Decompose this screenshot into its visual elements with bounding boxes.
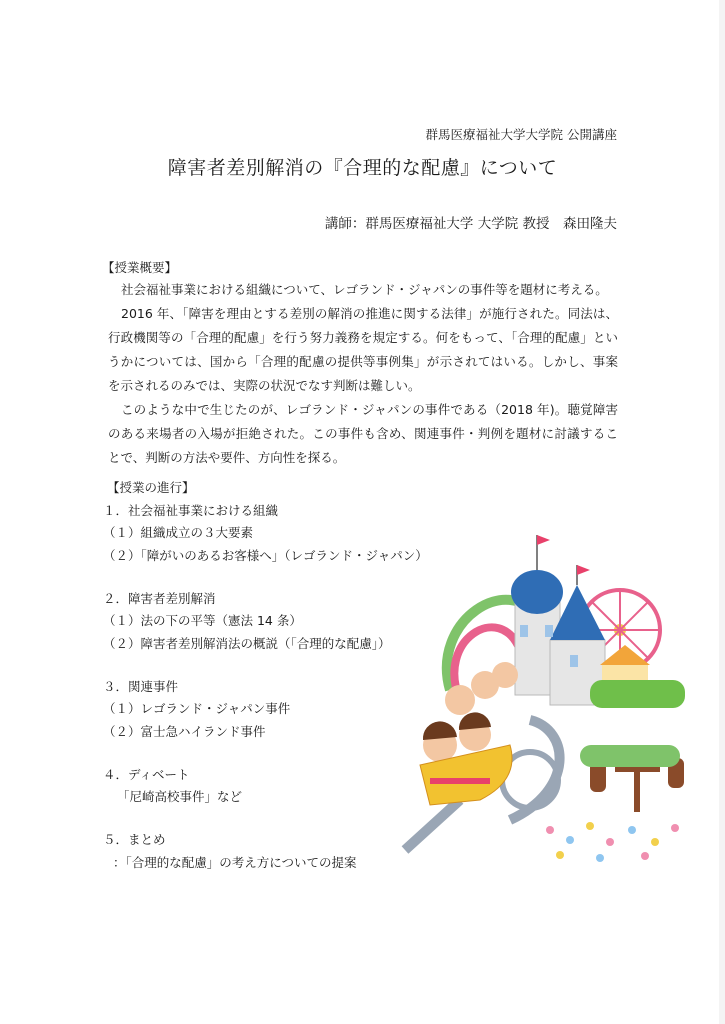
section-item: （１）組織成立の３大要素	[103, 525, 254, 540]
page-title: 障害者差別解消の『合理的な配慮』について	[167, 157, 558, 179]
organization-line: 群馬医療福祉大学大学院 公開講座	[425, 127, 617, 142]
overview-heading: 【授業概要】	[102, 260, 178, 275]
section-item: （２）「障がいのあるお客様へ」（レゴランド・ジャパン）	[103, 547, 428, 563]
lecturer-line: 講師：群馬医療福祉大学 大学院 教授 森田隆夫	[324, 216, 617, 232]
progress-section	[103, 477, 443, 874]
section-item: （２）富士急ハイランド事件	[103, 723, 266, 739]
overview-section	[102, 258, 618, 470]
section-title: ３．関連事件	[103, 678, 179, 694]
progress-heading: 【授業の進行】	[107, 480, 195, 495]
section-title: ４．ディベート	[103, 766, 190, 782]
cafe-table	[580, 745, 684, 812]
section-title: ５．まとめ	[103, 832, 166, 847]
overview-paragraph: 2016 年、「障害を理由とする差別の解消の推進に関する法律」が施行された。同法は、行政機関等の「合理的配慮」を行う努力義務を規定する。何をもって、「合理的配慮」というかについては、国から「合理的配慮の提供等事例集」が示されてはいる。しかし、事案を示されるのみでは、実際の状況でなす判断は難しい。	[108, 306, 618, 393]
section-item: （１）法の下の平等（憲法 14 条）	[103, 613, 302, 628]
overview-paragraph: 社会福祉事業における組織について、レゴランド・ジャパンの事件等を題材に考える。	[121, 282, 608, 297]
section-item: 「尼崎高校事件」など	[117, 789, 243, 804]
section-title: １．社会福祉事業における組織	[103, 502, 279, 518]
section-item: ：「合理的な配慮」の考え方についての提案	[113, 854, 357, 870]
overview-paragraph: このような中で生じたのが、レゴランド・ジャパンの事件である（2018 年)。聴覚障害のある来場者の入場が拒絶された。この事件も含め、関連事件・判例を題材に討議することで、判断の方法や要件、方向性を探る。	[108, 402, 618, 465]
amusement-park-illustration	[400, 530, 700, 870]
section-item: （２）障害者差別解消法の概説（「合理的な配慮」）	[103, 635, 391, 651]
castle	[511, 535, 605, 705]
flowers	[546, 822, 679, 862]
section-title: ２．障害者差別解消	[103, 590, 216, 606]
section-item: （１）レゴランド・ジャパン事件	[103, 701, 291, 716]
